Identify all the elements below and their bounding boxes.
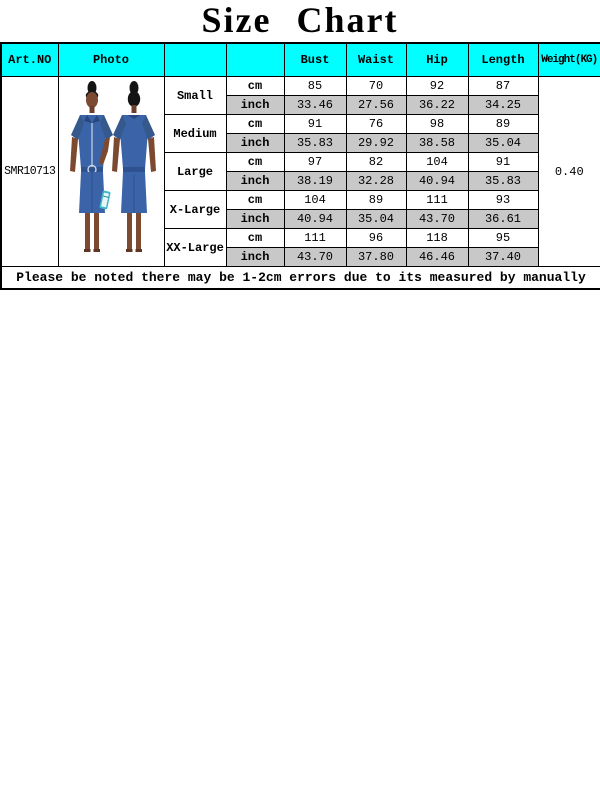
model-back-figure <box>112 81 156 252</box>
measure-value: 93 <box>468 191 538 210</box>
measure-value: 40.94 <box>406 172 468 191</box>
header-length: Length <box>468 43 538 77</box>
photo-cell <box>58 77 164 267</box>
header-weight: Weight(KG) <box>538 43 600 77</box>
measure-value: 111 <box>406 191 468 210</box>
measure-value: 43.70 <box>406 210 468 229</box>
header-art-no: Art.NO <box>1 43 58 77</box>
product-photo <box>59 78 164 266</box>
measure-value: 91 <box>468 153 538 172</box>
unit-label-inch: inch <box>226 210 284 229</box>
measure-value: 36.61 <box>468 210 538 229</box>
measure-value: 91 <box>284 115 346 134</box>
unit-label-cm: cm <box>226 229 284 248</box>
measure-value: 111 <box>284 229 346 248</box>
note-row <box>1 267 600 290</box>
measure-value: 46.46 <box>406 248 468 267</box>
row-small-cm <box>1 77 600 96</box>
measure-value: 43.70 <box>284 248 346 267</box>
measure-value: 29.92 <box>346 134 406 153</box>
header-unit <box>226 43 284 77</box>
size-label-small: Small <box>164 77 226 115</box>
size-label-xxlarge: XX-Large <box>164 229 226 267</box>
measure-value: 92 <box>406 77 468 96</box>
measure-value: 38.58 <box>406 134 468 153</box>
unit-label-inch: inch <box>226 248 284 267</box>
size-label-large: Large <box>164 153 226 191</box>
measure-value: 89 <box>468 115 538 134</box>
measure-value: 95 <box>468 229 538 248</box>
unit-label-inch: inch <box>226 96 284 115</box>
measure-value: 40.94 <box>284 210 346 229</box>
measure-value: 87 <box>468 77 538 96</box>
size-label-medium: Medium <box>164 115 226 153</box>
header-photo: Photo <box>58 43 164 77</box>
measure-value: 97 <box>284 153 346 172</box>
header-hip: Hip <box>406 43 468 77</box>
unit-label-cm: cm <box>226 153 284 172</box>
header-row <box>1 43 600 77</box>
measure-value: 35.83 <box>468 172 538 191</box>
model-front-back-illustration <box>59 79 163 265</box>
measure-value: 32.28 <box>346 172 406 191</box>
weight-value: 0.40 <box>538 77 600 267</box>
measurement-note: Please be noted there may be 1-2cm errors due to its measured by manually <box>1 267 600 290</box>
measure-value: 35.04 <box>346 210 406 229</box>
measure-value: 35.83 <box>284 134 346 153</box>
page-title: Size Chart <box>201 0 399 40</box>
header-size <box>164 43 226 77</box>
measure-value: 38.19 <box>284 172 346 191</box>
measure-value: 104 <box>406 153 468 172</box>
unit-label-inch: inch <box>226 172 284 191</box>
measure-value: 37.80 <box>346 248 406 267</box>
measure-value: 37.40 <box>468 248 538 267</box>
measure-value: 104 <box>284 191 346 210</box>
measure-value: 70 <box>346 77 406 96</box>
unit-label-cm: cm <box>226 191 284 210</box>
measure-value: 85 <box>284 77 346 96</box>
measure-value: 36.22 <box>406 96 468 115</box>
size-label-xlarge: X-Large <box>164 191 226 229</box>
measure-value: 34.25 <box>468 96 538 115</box>
model-front-figure <box>70 81 113 252</box>
art-no-value: SMR10713 <box>1 77 58 267</box>
unit-label-cm: cm <box>226 77 284 96</box>
measure-value: 96 <box>346 229 406 248</box>
unit-label-cm: cm <box>226 115 284 134</box>
measure-value: 118 <box>406 229 468 248</box>
measure-value: 82 <box>346 153 406 172</box>
measure-value: 98 <box>406 115 468 134</box>
measure-value: 27.56 <box>346 96 406 115</box>
measure-value: 35.04 <box>468 134 538 153</box>
measure-value: 89 <box>346 191 406 210</box>
size-chart-table <box>0 42 600 290</box>
measure-value: 76 <box>346 115 406 134</box>
unit-label-inch: inch <box>226 134 284 153</box>
measure-value: 33.46 <box>284 96 346 115</box>
header-bust: Bust <box>284 43 346 77</box>
header-waist: Waist <box>346 43 406 77</box>
